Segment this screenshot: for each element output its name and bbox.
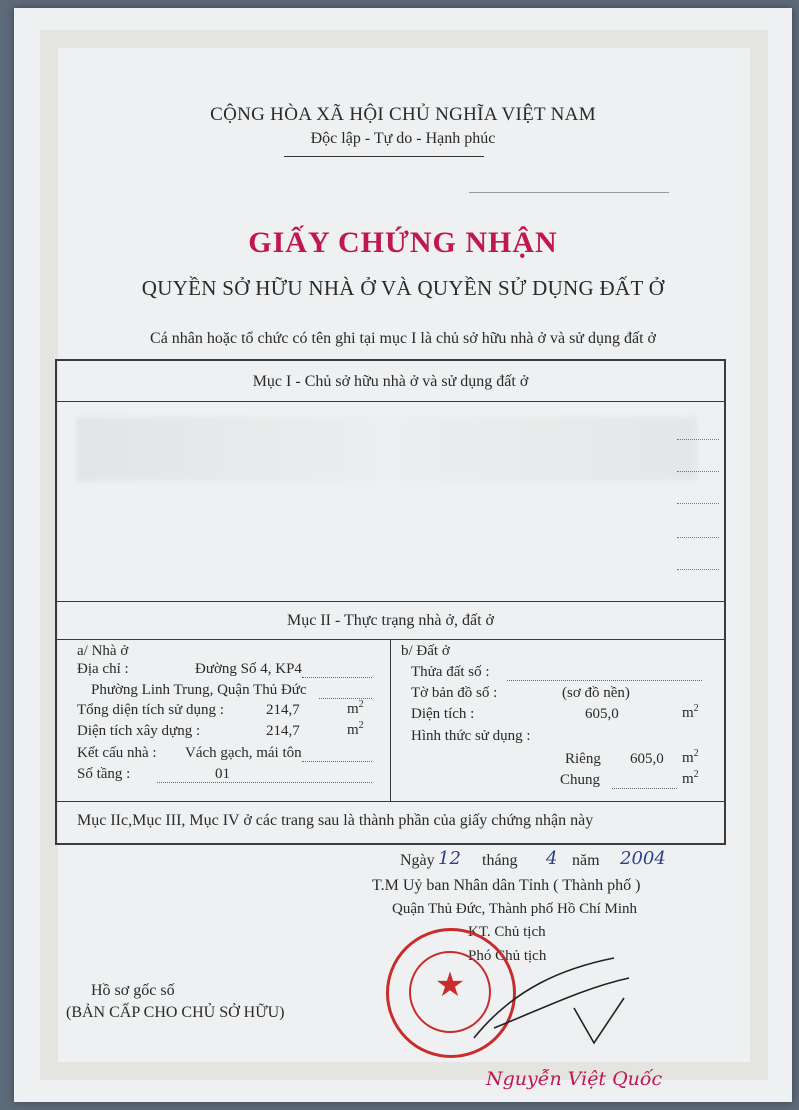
redacted-owner-info [77,417,697,481]
date-year: 2004 [620,848,666,869]
date-month: 4 [546,848,558,869]
record-copy: (BẢN CẤP CHO CHỦ SỞ HỮU) [66,1004,285,1021]
map-label: Tờ bản đồ số : [411,685,498,701]
date-day: 12 [438,848,461,869]
structure-label: Kết cấu nhà : [77,745,157,761]
section-1-title: Mục I - Chủ sở hữu nhà ở và sử dụng đất ở [252,373,529,390]
floors-value: 01 [215,766,230,782]
plot-label: Thửa đất số : [411,664,490,680]
shared-label: Chung [560,772,601,788]
footer-note: Mục IIc,Mục III, Mục IV ở các trang sau là thành phần của giấy chứng nhận này [77,812,594,829]
land-area-unit: $m^2$ [682,703,699,721]
address-line-2: Phường Linh Trung, Quận Thủ Đức [91,682,307,698]
land-heading: b/ Đất ở [401,643,450,659]
structure-value: Vách gạch, mái tôn [185,745,302,761]
authority-line-2: Quận Thủ Đức, Thành phố Hồ Chí Minh [392,901,638,917]
star-icon: ★ [434,967,466,1004]
main-table [55,359,726,845]
house-heading: a/ Nhà ở [77,643,129,659]
authority-line-3: KT. Chủ tịch [468,924,546,940]
nation-header: CỘNG HÒA XÃ HỘI CHỦ NGHĨA VIỆT NAM [210,104,596,125]
private-value: 605,0 [630,751,664,767]
signature-strokes [454,948,654,1058]
built-area-label: Diện tích xây dựng : [77,723,201,739]
usage-label: Hình thức sử dụng : [411,728,531,744]
column-divider [390,639,391,801]
motto-underline [284,156,484,157]
authority-line-4: Phó Chủ tịch [468,948,547,964]
certificate-title: GIẤY CHỨNG NHẬN [248,226,558,259]
intro-text: Cá nhân hoặc tổ chức có tên ghi tại mục I là chủ sở hữu nhà ở và sử dụng đất ở [150,330,656,347]
divider [57,801,724,802]
record-label: Hồ sơ gốc số [91,982,175,999]
floors-label: Số tầng : [77,766,131,782]
signer-name: Nguyễn Việt Quốc [486,1068,663,1090]
land-area-value: 605,0 [585,706,619,722]
date-month-label: tháng [482,852,518,869]
authority-line-1: T.M Uỷ ban Nhân dân Tỉnh ( Thành phố ) [372,877,641,894]
serial-line [469,192,669,193]
total-area-label: Tổng diện tích sử dụng : [77,702,224,718]
address-label: Địa chỉ : [77,661,129,677]
section-2-title: Mục II - Thực trạng nhà ở, đất ở [286,612,494,629]
divider [57,401,724,402]
total-area-unit: $m^2$ [347,699,364,717]
built-area-unit: $m^2$ [347,720,364,738]
date-day-label: Ngày [400,852,435,869]
address-line-1: Đường Số 4, KP4 [195,661,302,677]
map-value: (sơ đồ nền) [562,685,630,701]
divider [57,601,724,602]
built-area-value: 214,7 [266,723,300,739]
motto: Độc lập - Tự do - Hạnh phúc [310,130,496,147]
land-area-label: Diện tích : [411,706,475,722]
shared-unit: $m^2$ [682,769,699,787]
date-year-label: năm [572,852,600,869]
certificate-page [14,8,792,1102]
private-unit: $m^2$ [682,748,699,766]
certificate-subtitle: QUYỀN SỞ HỮU NHÀ Ở VÀ QUYỀN SỬ DỤNG ĐẤT Ở [141,276,665,300]
private-label: Riêng [565,751,601,767]
total-area-value: 214,7 [266,702,300,718]
